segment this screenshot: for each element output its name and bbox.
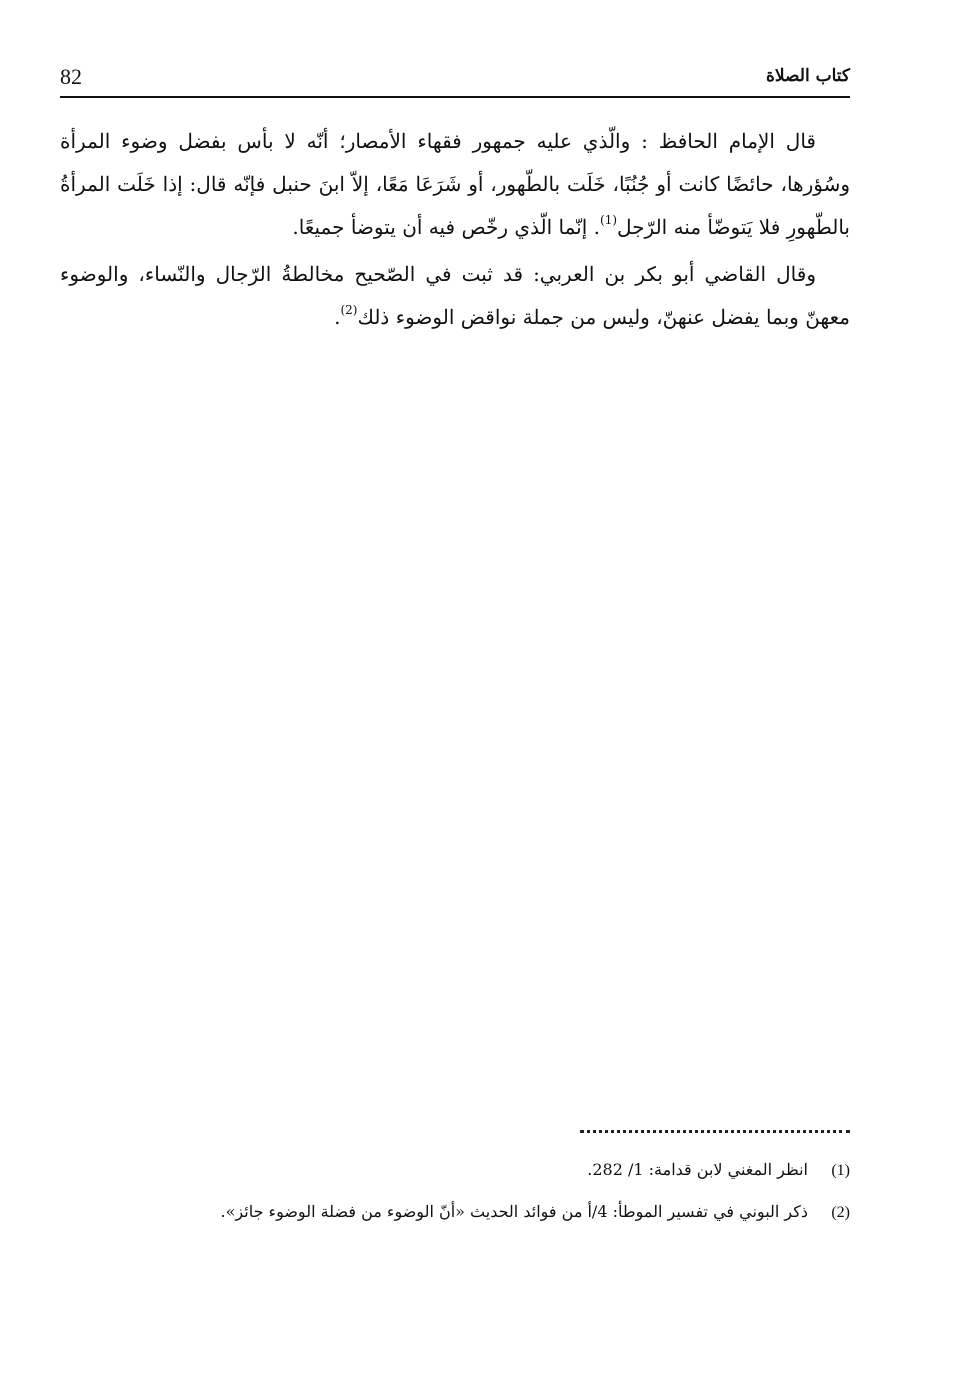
footnotes [60, 1160, 850, 1244]
footnote-2 [60, 1202, 850, 1222]
paragraph-2-tail: . [334, 305, 341, 329]
footnote-1 [60, 1160, 850, 1180]
paragraph-1-tail: . إنّما الّذي رخّص فيه أن يتوضأ جميعًا. [292, 215, 601, 239]
running-title: كتاب الصلاة [765, 66, 850, 86]
body-text [60, 120, 850, 339]
paragraph-2-text: وقال القاضي أبو بكر بن العربي: قد ثبت في الصّحيح مخالطةُ الرّجال والنّساء، والوضوء معهنّ وبما يفضل عنهنّ، وليس من جملة نواقض الوضوء ذلك [60, 262, 850, 329]
page-number: 82 [60, 64, 82, 89]
footnote-number: (2) [831, 1204, 850, 1221]
footnote-ref-1: (1) [600, 213, 618, 228]
footnote-ref-2: (2) [340, 303, 358, 318]
page-header [60, 60, 850, 98]
paragraph-2 [60, 253, 850, 339]
paragraph-1-text: قال الإمام الحافظ : والّذي عليه جمهور فقهاء الأمصار؛ أنّه لا بأس بفضل وضوء المرأة وسُؤرها، حائضًا كانت أو جُنُبًا، خَلَت بالطّهور، أو شَرَعَا مَعًا، إلاّ ابنَ حنبل فإنّه قال: إذا خَلَت المرأةُ بالطّهورِ فلا يَتوضّأ منه الرّجل [60, 129, 850, 239]
footnote-text: ذكر البوني في تفسير الموطأ: 4/أ من فوائد الحديث «أنّ الوضوء من فضلة الوضوء جائز». [220, 1202, 808, 1221]
footnote-text: انظر المغني لابن قدامة: 1/ 282. [587, 1160, 808, 1179]
paragraph-1 [60, 120, 850, 249]
footnote-number: (1) [831, 1162, 850, 1179]
footnote-separator [580, 1130, 850, 1143]
